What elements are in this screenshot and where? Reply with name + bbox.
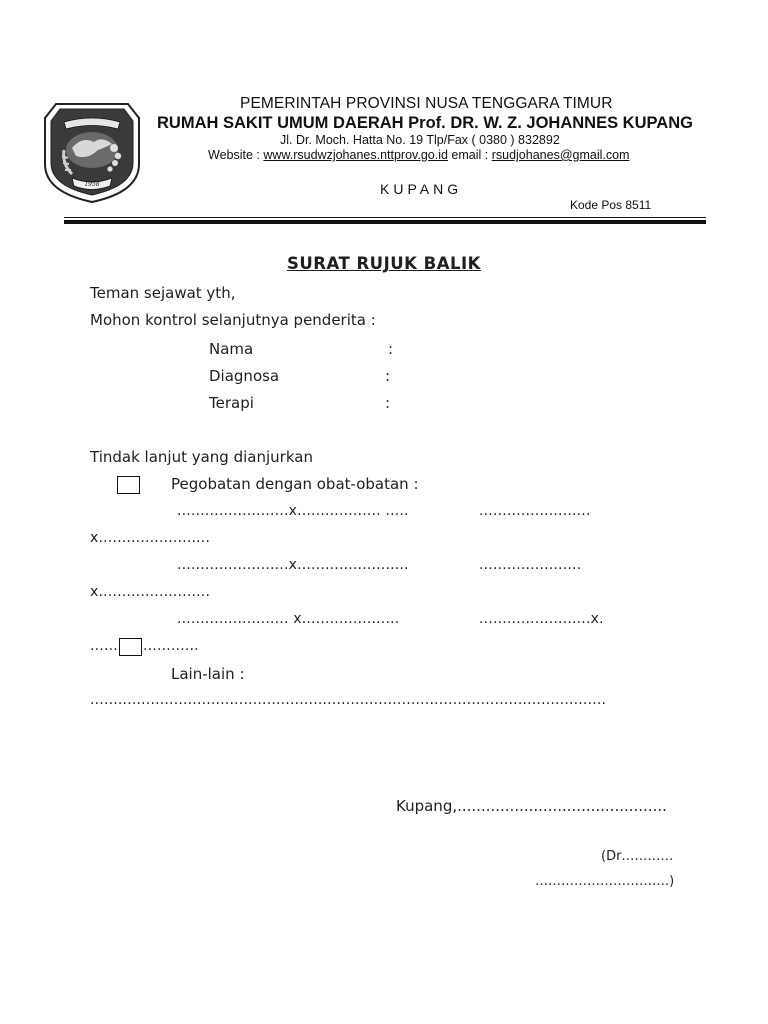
greeting: Teman sejawat yth, [90, 284, 236, 302]
emblem-year: 1958 [84, 181, 100, 188]
other-line: ............................................................................................................... [90, 692, 607, 708]
field-colon-terapi: : [385, 394, 391, 412]
website-link[interactable]: www.rsudwzjohanes.nttprov.go.id [263, 148, 448, 162]
med-row-2-a: ........................x........................ [177, 557, 409, 573]
med-row-1-b: ........................ [479, 503, 591, 519]
med-row-3-a: ........................ x..................... [177, 611, 400, 627]
field-colon-diagnosa: : [385, 367, 391, 385]
place-date: Kupang,............................................ [396, 797, 667, 815]
med-row-2-wrap: x........................ [90, 584, 211, 600]
field-label-nama: Nama [209, 340, 254, 358]
contact-line [208, 148, 629, 162]
hospital-name: RUMAH SAKIT UMUM DAERAH Prof. DR. W. Z. JOHANNES KUPANG [157, 114, 693, 132]
med-row-2-b: ...................... [479, 557, 582, 573]
treatment-checkbox[interactable] [117, 476, 140, 494]
field-label-diagnosa: Diagnosa [209, 367, 280, 385]
med-row-3-wrap-end: ............ [143, 638, 199, 654]
other-checkbox[interactable] [119, 638, 142, 656]
med-row-3-wrap: ...... [90, 638, 118, 654]
postal-code: Kode Pos 8511 [570, 198, 652, 212]
provincial-emblem-icon [42, 100, 142, 204]
header-divider-thick [64, 220, 706, 224]
med-row-1-a: ........................x.................. ..... [177, 503, 409, 519]
treatment-label: Pegobatan dengan obat-obatan : [171, 475, 419, 493]
signature-close: ………………………….) [535, 874, 675, 889]
other-label: Lain-lain : [171, 665, 245, 683]
email-link[interactable]: rsudjohanes@gmail.com [491, 148, 630, 162]
city-name: KUPANG [380, 181, 463, 197]
website-label: Website : [208, 148, 264, 162]
hospital-address: Jl. Dr. Moch. Hatta No. 19 Tlp/Fax ( 0380 ) 832892 [280, 133, 560, 147]
med-row-3-b: ........................x. [479, 611, 604, 627]
header-divider-thin [64, 217, 706, 218]
med-row-1-wrap: x........................ [90, 530, 211, 546]
government-heading: PEMERINTAH PROVINSI NUSA TENGGARA TIMUR [240, 95, 613, 112]
intro-line: Mohon kontrol selanjutnya penderita : [90, 311, 376, 329]
field-colon-nama: : [388, 340, 394, 358]
letter-title: SURAT RUJUK BALIK [287, 254, 481, 273]
email-label: email : [447, 148, 492, 162]
followup-heading: Tindak lanjut yang dianjurkan [90, 448, 313, 466]
field-label-terapi: Terapi [209, 394, 254, 412]
signature-open: (Dr………… [601, 849, 674, 864]
